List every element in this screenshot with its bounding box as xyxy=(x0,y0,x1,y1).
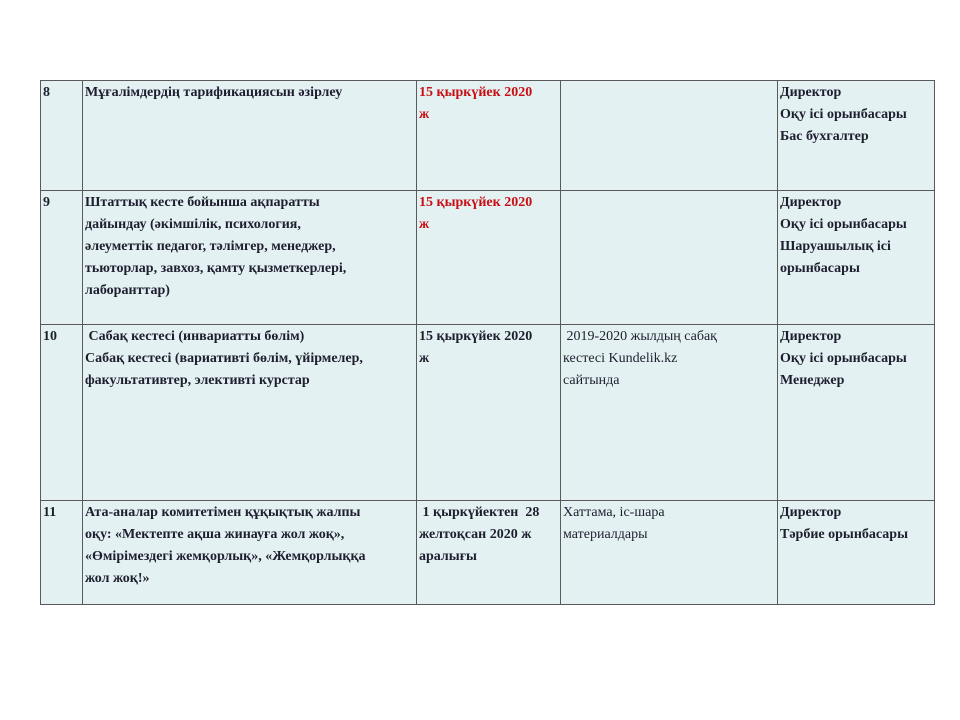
task-cell xyxy=(83,325,417,501)
task-cell xyxy=(83,81,417,191)
deadline-cell-line: желтоқсан 2020 ж xyxy=(419,527,532,542)
responsible-cell-line: Шаруашылық ісі xyxy=(780,239,891,254)
result-cell-line: материалдары xyxy=(563,527,648,542)
result-cell-line: 2019-2020 жылдың сабақ xyxy=(563,329,717,344)
task-cell xyxy=(83,501,417,605)
task-cell-line: тьюторлар, завхоз, қамту қызметкерлері, xyxy=(85,261,347,276)
deadline-cell-line: 15 қыркүйек 2020 xyxy=(419,85,533,100)
task-cell-line: жол жоқ!» xyxy=(85,571,150,586)
deadline-cell-line: 15 қыркүйек 2020 xyxy=(419,195,533,210)
responsible-cell-line: Директор xyxy=(780,195,842,210)
deadline-cell-line: 15 қыркүйек 2020 xyxy=(419,329,533,344)
task-cell-line: әлеуметтік педагог, тәлімгер, менеджер, xyxy=(85,239,336,254)
result-cell xyxy=(561,325,778,501)
table-row xyxy=(41,191,935,325)
table-row xyxy=(41,501,935,605)
result-cell xyxy=(561,81,778,191)
task-cell xyxy=(83,191,417,325)
plan-table-body xyxy=(41,81,935,605)
task-cell-line: лаборанттар) xyxy=(85,283,170,298)
responsible-cell-line: орынбасары xyxy=(780,261,860,276)
responsible-cell-line: Оқу ісі орынбасары xyxy=(780,351,907,366)
table-row xyxy=(41,325,935,501)
deadline-cell xyxy=(417,191,561,325)
responsible-cell-line: Оқу ісі орынбасары xyxy=(780,107,907,122)
task-cell-line: Сабақ кестесі (вариативті бөлім, үйірмелер, xyxy=(85,351,363,366)
responsible-cell xyxy=(778,81,935,191)
responsible-cell-line: Директор xyxy=(780,329,842,344)
responsible-cell xyxy=(778,325,935,501)
responsible-cell-line: Менеджер xyxy=(780,373,845,388)
result-cell xyxy=(561,191,778,325)
row-number: 9 xyxy=(41,191,83,325)
responsible-cell-line: Директор xyxy=(780,505,842,520)
result-cell-line: Хаттама, іс-шара xyxy=(563,505,665,520)
task-cell-line: факультативтер, элективті курстар xyxy=(85,373,310,388)
plan-table xyxy=(40,80,935,605)
deadline-cell xyxy=(417,501,561,605)
row-number: 10 xyxy=(41,325,83,501)
deadline-cell-line: 1 қыркүйектен 28 xyxy=(419,505,540,520)
task-cell-line: «Өмірімездегі жемқорлық», «Жемқорлыққа xyxy=(85,549,366,564)
deadline-cell-line: ж xyxy=(419,107,430,122)
task-cell-line: оқу: «Мектепте ақша жинауға жол жоқ», xyxy=(85,527,345,542)
responsible-cell xyxy=(778,501,935,605)
result-cell-line: сайтында xyxy=(563,373,620,388)
table-row xyxy=(41,81,935,191)
task-cell-line: Мұғалімдердің тарификациясын әзірлеу xyxy=(85,85,343,100)
deadline-cell-line: аралығы xyxy=(419,549,477,564)
responsible-cell xyxy=(778,191,935,325)
responsible-cell-line: Оқу ісі орынбасары xyxy=(780,217,907,232)
deadline-cell xyxy=(417,81,561,191)
row-number: 8 xyxy=(41,81,83,191)
result-cell xyxy=(561,501,778,605)
task-cell-line: Штаттық кесте бойынша ақпаратты xyxy=(85,195,320,210)
task-cell-line: Сабақ кестесі (инвариатты бөлім) xyxy=(85,329,305,344)
result-cell-line: кестесі Kundelik.kz xyxy=(563,351,678,366)
deadline-cell-line: ж xyxy=(419,217,430,232)
responsible-cell-line: Тәрбие орынбасары xyxy=(780,527,909,542)
deadline-cell-line: ж xyxy=(419,351,430,366)
task-cell-line: Ата-аналар комитетімен құқықтық жалпы xyxy=(85,505,361,520)
task-cell-line: дайындау (әкімшілік, психология, xyxy=(85,217,301,232)
row-number: 11 xyxy=(41,501,83,605)
responsible-cell-line: Бас бухгалтер xyxy=(780,129,869,144)
deadline-cell xyxy=(417,325,561,501)
responsible-cell-line: Директор xyxy=(780,85,842,100)
